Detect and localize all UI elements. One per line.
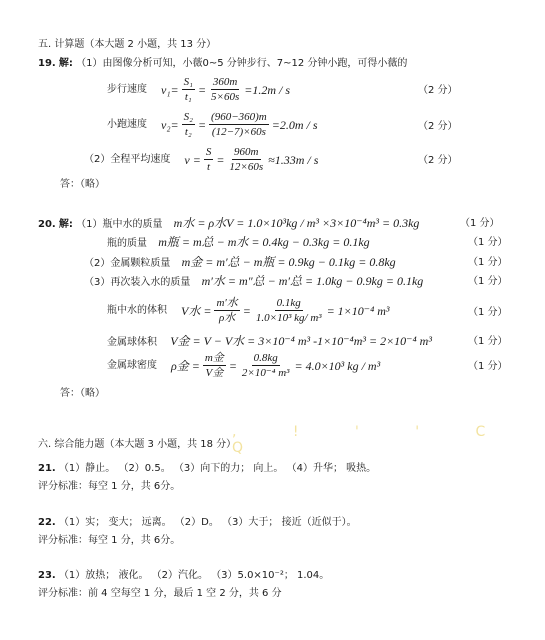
q21-answers-line	[38, 464, 376, 474]
q20-line-2	[107, 236, 370, 249]
q19-walk-line: 步行速度 v₁= $\frac{\text{S₁}}{\text{t₁}}$ = $\frac{360m}{5\times 60s}$ =1.2m / s	[107, 76, 291, 104]
q20-l4-score: （1 分）	[468, 276, 508, 287]
q19-walk-label: 步行速度	[107, 83, 147, 95]
q20-l5-frac2: $\frac{0.1kg}{\text{1.0×10³ kg/ m³}}$	[255, 297, 322, 325]
q20-line-4	[84, 275, 423, 288]
q22-answers-line	[38, 518, 357, 528]
q21-answers: （1）静止。 （2）0.5。 （3）向下的力； 向上。 （4）升华； 吸热。	[58, 463, 377, 474]
q19-walk-score: （2 分）	[418, 85, 458, 96]
q19-walk-lhs: v₁=	[161, 82, 179, 97]
q19-intro-line	[38, 59, 407, 69]
q20-l1-label: （1）瓶中水的质量	[76, 219, 163, 230]
q20-line-3	[84, 256, 396, 269]
q19-avg-lhs: v =	[184, 152, 201, 167]
q19-run-score: （2 分）	[418, 121, 458, 132]
q20-l5-label: 瓶中水的体积	[107, 304, 167, 316]
q23-answers: （1）放热； 液化。 （2）汽化。 （3）5.0×10⁻²； 1.04。	[58, 570, 330, 581]
section-6-title: 六. 综合能力题（本大题 3 小题，共 18 分）	[38, 439, 237, 450]
q22-answers: （1）实； 变大； 远离。 （2）D。 （3）大于； 接近（近似于）。	[58, 517, 357, 528]
q19-number: 19.	[38, 58, 56, 69]
q20-l1-math: m水 = ρ水V = 1.0×10³kg / m³ ×3×10⁻⁴m³ = 0.3kg	[173, 216, 420, 230]
q19-avg-frac1: $\frac{S}{t}$	[205, 146, 212, 174]
q20-l3-label: （2）金属颗粒质量	[84, 258, 171, 269]
q20-jie: 解:	[58, 219, 73, 230]
q19-walk-frac2: $\frac{360m}{5\times 60s}$	[211, 76, 240, 104]
q19-avg-label: （2）全程平均速度	[84, 153, 171, 165]
q20-l6-math: V金 = V − V水 = 3×10⁻⁴ m³ -1×10⁻⁴m³ = 2×10⁻⁴ m³	[170, 334, 432, 348]
q19-run-result: =2.0m / s	[271, 117, 318, 132]
q19-run-line: 小跑速度 v₂= $\frac{\text{S₂}}{\text{t₂}}$ = $\frac{(960-360)m}{(12-7)\times 60s}$ =2.0m / s	[107, 111, 318, 139]
q19-jie: 解:	[58, 58, 73, 69]
q20-l4-math: m′水 = m″总 − m′总 = 1.0kg − 0.9kg = 0.1kg	[201, 274, 424, 288]
q19-run-frac1: $\frac{\text{S₂}}{\text{t₂}}$	[183, 111, 193, 139]
q20-l1-score: （1 分）	[460, 218, 500, 229]
q23-number: 23.	[38, 570, 56, 581]
q20-l3-score: （1 分）	[468, 257, 508, 268]
q20-l5-lhs: V水 =	[181, 303, 212, 318]
q20-l7-label: 金属球密度	[107, 359, 157, 371]
q20-l2-score: （1 分）	[468, 237, 508, 248]
q19-avg-frac2: $\frac{960m}{12\times 60s}$	[229, 146, 264, 174]
q19-walk-result: =1.2m / s	[244, 82, 291, 97]
q20-line-6	[107, 335, 432, 348]
q23-answers-line	[38, 571, 329, 581]
q19-answer: 答：（略）	[60, 179, 105, 190]
q21-criteria: 评分标准：每空 1 分，共 6分。	[38, 481, 181, 492]
q20-l6-score: （1 分）	[468, 336, 508, 347]
q20-l7-lhs: ρ金 =	[171, 358, 200, 373]
q20-line-7: 金属球密度 ρ金 = $\frac{\text{m金}}{\text{V金}}$ = $\frac{0.8kg}{\text{2×10⁻⁴ m³}}$ = 4.0×10³ kg / m³	[107, 352, 381, 380]
q19-avg-result: ≈1.33m / s	[268, 152, 319, 167]
q20-l5-frac1: $\frac{\text{m′水}}{\text{ρ水}}$	[216, 297, 238, 325]
q20-l5-result: = 1×10⁻⁴ m³	[326, 303, 390, 318]
q23-criteria: 评分标准：前 4 空每空 1 分，最后 1 空 2 分，共 6 分	[38, 588, 282, 599]
q19-walk-frac1: $\frac{\text{S₁}}{\text{t₁}}$	[183, 76, 193, 104]
section-5-title: 五. 计算题（本大题 2 小题，共 13 分）	[38, 39, 217, 50]
q22-number: 22.	[38, 517, 56, 528]
q19-run-lhs: v₂=	[161, 117, 179, 132]
q20-l7-frac2: $\frac{0.8kg}{\text{2×10⁻⁴ m³}}$	[241, 352, 290, 380]
q20-line-1	[38, 217, 419, 230]
q20-answer: 答：（略）	[60, 388, 105, 399]
q19-run-label: 小跑速度	[107, 118, 147, 130]
watermark: , ! ' ' C Q	[232, 424, 512, 456]
q20-l3-math: m金 = m′总 − m瓶 = 0.9kg − 0.1kg = 0.8kg	[181, 255, 396, 269]
q19-intro: （1）由图像分析可知，小薇0~5 分钟步行、7~12 分钟小跑，可得小薇的	[76, 58, 408, 69]
q20-l7-result: = 4.0×10³ kg / m³	[294, 358, 381, 373]
q20-number: 20.	[38, 219, 56, 230]
q19-avg-line: （2）全程平均速度 v = $\frac{S}{t}$ = $\frac{960m}{12\times 60s}$ ≈1.33m / s	[84, 146, 319, 174]
q20-l7-frac1: $\frac{\text{m金}}{\text{V金}}$	[204, 352, 224, 380]
q20-l2-label: 瓶的质量	[107, 238, 147, 249]
q22-criteria: 评分标准：每空 1 分，共 6分。	[38, 535, 181, 546]
q21-number: 21.	[38, 463, 56, 474]
q20-l6-label: 金属球体积	[107, 337, 157, 348]
q20-l5-score: （1 分）	[468, 307, 508, 318]
q20-l7-score: （1 分）	[468, 361, 508, 372]
q19-avg-score: （2 分）	[418, 155, 458, 166]
q19-run-frac2: $\frac{(960-360)m}{(12-7)\times 60s}$	[211, 111, 267, 139]
q20-l4-label: （3）再次装入水的质量	[84, 277, 191, 288]
q20-line-5: 瓶中水的体积 V水 = $\frac{\text{m′水}}{\text{ρ水}}$ = $\frac{0.1kg}{\text{1.0×10³ kg/ m³}}$ = 1×10⁻⁴ m³	[107, 297, 390, 325]
q20-l2-math: m瓶 = m总 − m水 = 0.4kg − 0.3kg = 0.1kg	[158, 235, 370, 249]
